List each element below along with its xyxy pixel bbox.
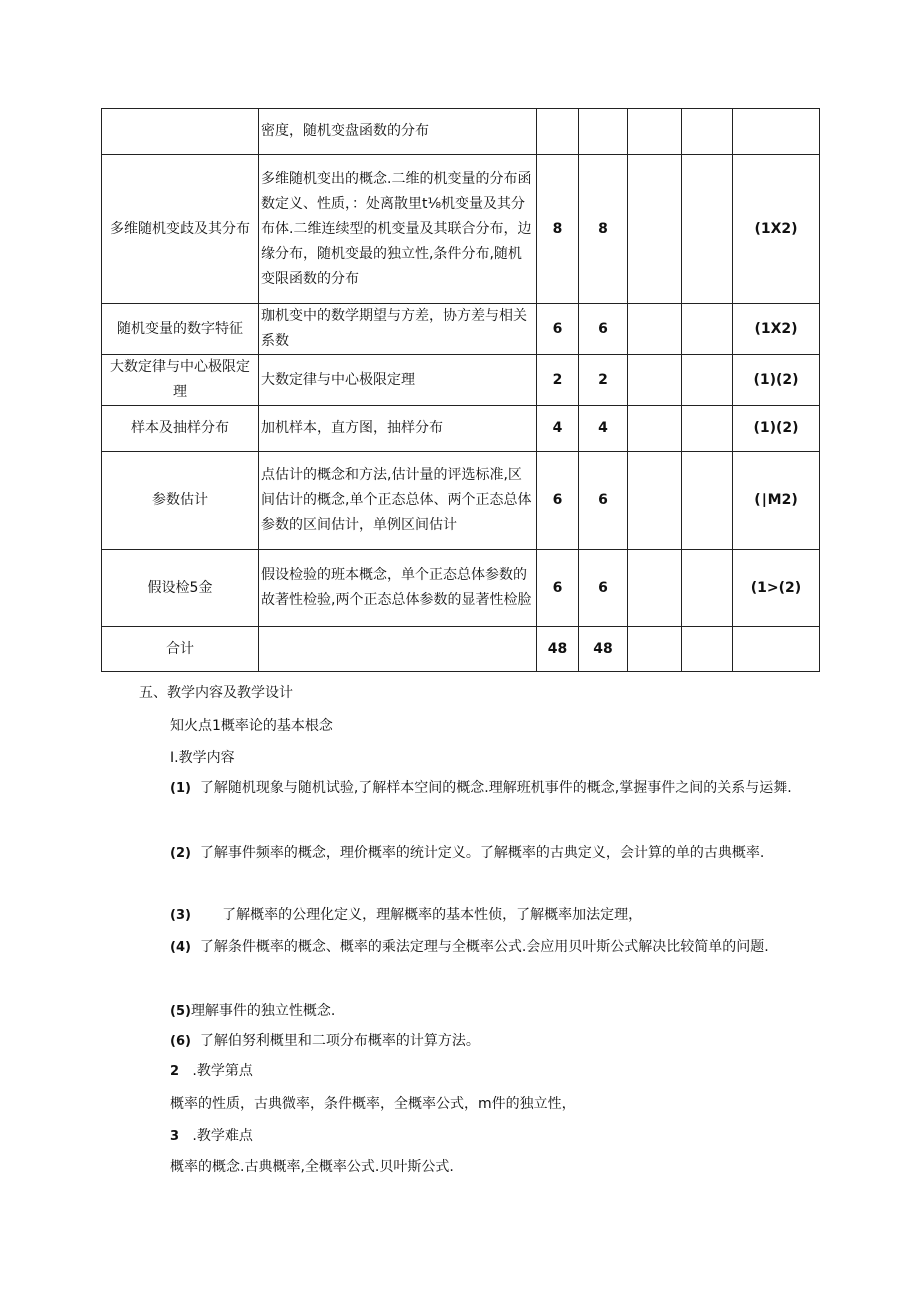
content-cell: 多维随机变出的概念.二维的机变量的分布函数定义、性质，：处离散里t⅛机变量及其分布体.二维连续型的机变量及其联合分布，边缘分布，随机变最的独立性,条件分布,随机变限函数的分布 (259, 155, 537, 304)
course-hours-table (101, 108, 820, 672)
lecture-cell: 6 (579, 452, 628, 550)
chapter-cell: 假设检5金 (102, 550, 259, 627)
item-text: 了解概率的公理化定义，理解概率的基本性侦，了解概率加法定理， (222, 907, 643, 923)
hours-cell: 6 (537, 452, 579, 550)
lecture-cell: 6 (579, 550, 628, 627)
hours-cell: 6 (537, 550, 579, 627)
hours-cell: 2 (537, 355, 579, 406)
content-cell: 点估计的概念和方法,估计量的评选标准,区间估计的概念,单个正态总体、两个正态总体参数的区间估计，单例区间估计 (259, 452, 537, 550)
list-item (170, 900, 830, 931)
col6-cell (682, 304, 733, 355)
requirement-cell: (1)(2) (733, 355, 820, 406)
requirement-cell: (1>(2) (733, 550, 820, 627)
lecture-cell (579, 109, 628, 155)
item-number: (5) (170, 1004, 191, 1019)
requirement-cell (733, 627, 820, 672)
item-number: (2) (170, 846, 191, 861)
content-cell: 密度，随机变盘函数的分布 (259, 109, 537, 155)
content-cell (259, 627, 537, 672)
lecture-cell: 48 (579, 627, 628, 672)
hours-cell: 48 (537, 627, 579, 672)
item-text: 了解随机现象与随机试验,了解样本空间的概念.理解班机事件的概念,掌握事件之间的关系与运舞. (199, 780, 792, 796)
key-points-heading (170, 1061, 253, 1082)
key-points-text: 概率的性质，古典微率，条件概率，全概率公式，m件的独立性， (170, 1096, 576, 1112)
list-item (170, 996, 830, 1027)
section-heading: 五、教学内容及教学设计 (139, 685, 293, 701)
item-text: 了解伯努利概里和二项分布概率的计算方法。 (199, 1033, 480, 1049)
teaching-content-heading: I.教学内容 (170, 750, 235, 766)
col5-cell (628, 627, 682, 672)
col5-cell (628, 355, 682, 406)
col6-cell (682, 406, 733, 452)
table-row (102, 452, 820, 550)
hours-cell: 8 (537, 155, 579, 304)
col6-cell (682, 155, 733, 304)
requirement-cell: (1X2) (733, 155, 820, 304)
item-number: (4) (170, 940, 191, 955)
content-cell: 大数定律与中心极限定理 (259, 355, 537, 406)
requirement-cell: (1X2) (733, 304, 820, 355)
col6-cell (682, 452, 733, 550)
knowledge-point-title: 知火点1概率论的基本根念 (170, 718, 333, 734)
table-row (102, 627, 820, 672)
table-row (102, 304, 820, 355)
item-number: (1) (170, 781, 191, 796)
item-text: 了解事件频率的概念，理价概率的统计定义。了解概率的古典定义，会计算的单的古典概率. (199, 845, 765, 861)
table-row (102, 406, 820, 452)
table-row (102, 109, 820, 155)
item-text: 理解事件的独立性概念. (190, 1003, 336, 1019)
col5-cell (628, 304, 682, 355)
col6-cell (682, 355, 733, 406)
col5-cell (628, 406, 682, 452)
table-row (102, 355, 820, 406)
col6-cell (682, 109, 733, 155)
item-number: (6) (170, 1034, 191, 1049)
hours-cell: 4 (537, 406, 579, 452)
content-cell: 加机样本，直方图，抽样分布 (259, 406, 537, 452)
sub2-number: 2 (170, 1064, 180, 1079)
lecture-cell: 6 (579, 304, 628, 355)
chapter-cell: 随机变量的数字特征 (102, 304, 259, 355)
requirement-cell (733, 109, 820, 155)
list-item (170, 773, 830, 804)
sub2-title: .教学第点 (192, 1063, 253, 1079)
difficulties-heading (170, 1126, 253, 1147)
col5-cell (628, 109, 682, 155)
lecture-cell: 4 (579, 406, 628, 452)
col5-cell (628, 452, 682, 550)
requirement-cell: (∣M2) (733, 452, 820, 550)
item-number: (3) (170, 908, 191, 923)
chapter-cell: 多维随机变歧及其分布 (102, 155, 259, 304)
lecture-cell: 2 (579, 355, 628, 406)
chapter-cell: 参数估计 (102, 452, 259, 550)
requirement-cell: (1)(2) (733, 406, 820, 452)
sub3-number: 3 (170, 1129, 180, 1144)
item-text: 了解条件概率的概念、概率的乘法定理与全概率公式.会应用贝叶斯公式解决比较简单的问题. (199, 939, 769, 955)
chapter-cell: 合计 (102, 627, 259, 672)
table-row (102, 550, 820, 627)
hours-cell (537, 109, 579, 155)
sub3-title: .教学难点 (192, 1128, 253, 1144)
col6-cell (682, 627, 733, 672)
chapter-cell: 样本及抽样分布 (102, 406, 259, 452)
col5-cell (628, 550, 682, 627)
hours-cell: 6 (537, 304, 579, 355)
list-item (170, 932, 830, 963)
col5-cell (628, 155, 682, 304)
col6-cell (682, 550, 733, 627)
list-item (170, 1026, 830, 1057)
table-row (102, 155, 820, 304)
lecture-cell: 8 (579, 155, 628, 304)
list-item (170, 838, 830, 869)
content-cell: 珈机变中的数学期望与方差，协方差与相关系数 (259, 304, 537, 355)
difficulties-text: 概率的概念.古典概率,全概率公式.贝叶斯公式. (170, 1159, 454, 1175)
chapter-cell (102, 109, 259, 155)
chapter-cell: 大数定律与中心极限定理 (102, 355, 259, 406)
content-cell: 假设检验的班本概念，单个正态总体参数的故著性检验,两个正态总体参数的显著性检脸 (259, 550, 537, 627)
